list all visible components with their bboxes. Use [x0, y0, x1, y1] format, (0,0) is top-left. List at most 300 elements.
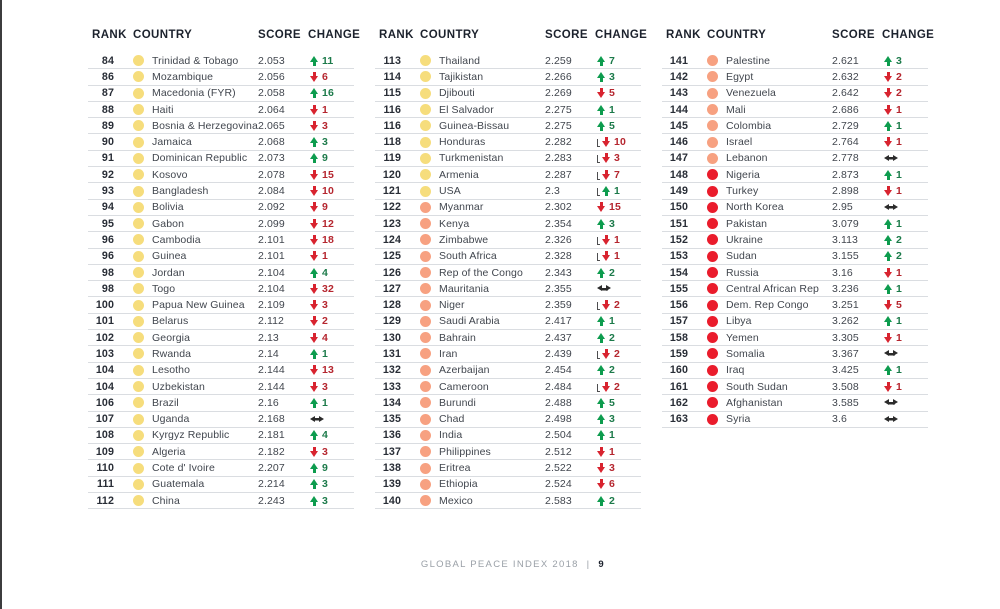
- rank-cell: 106: [95, 396, 114, 409]
- rank-cell: 137: [382, 445, 401, 458]
- rank-cell: 152: [669, 233, 688, 246]
- score-cell: 2.898: [832, 185, 859, 198]
- red-status-dot-icon: [707, 332, 718, 343]
- table-row: [662, 249, 928, 265]
- change-value: 1: [609, 103, 615, 116]
- change-cell: [308, 283, 354, 295]
- change-value: 6: [609, 478, 615, 491]
- score-cell: 3.305: [832, 331, 859, 344]
- table-row: [88, 265, 354, 281]
- rank-down-arrow-icon: [310, 186, 319, 196]
- country-label: Honduras: [439, 136, 486, 149]
- change-cell: [308, 397, 354, 409]
- change-value: 7: [609, 54, 615, 67]
- change-cell: [595, 185, 641, 197]
- rank-cell: 146: [669, 136, 688, 149]
- score-cell: 2.95: [832, 201, 853, 214]
- change-cell: [595, 397, 641, 409]
- table-row: [375, 69, 641, 85]
- orange-status-dot-icon: [420, 479, 431, 490]
- change-value: 1: [609, 315, 615, 328]
- table-row: [375, 281, 641, 297]
- red-status-dot-icon: [707, 283, 718, 294]
- country-label: Kosovo: [152, 168, 188, 181]
- country-label: Rwanda: [152, 347, 192, 360]
- country-label: Dem. Rep Congo: [726, 299, 809, 312]
- change-value: 2: [896, 233, 902, 246]
- change-value: 1: [609, 445, 615, 458]
- score-cell: 2.283: [545, 152, 572, 165]
- rank-cell: 160: [669, 364, 688, 377]
- score-cell: 2.522: [545, 462, 572, 475]
- change-cell: [595, 120, 641, 132]
- table-row: [375, 460, 641, 476]
- rank-up-arrow-icon: [884, 235, 893, 245]
- table-row: [662, 134, 928, 150]
- score-cell: 2.112: [258, 315, 284, 328]
- rank-down-arrow-icon: [310, 447, 319, 457]
- no-change-arrow-icon: [884, 349, 898, 358]
- score-cell: 3.508: [832, 380, 859, 393]
- score-cell: 2.058: [258, 87, 285, 100]
- table-row: [88, 102, 354, 118]
- country-label: Pakistan: [726, 217, 768, 230]
- table-row: [88, 379, 354, 395]
- yellow-status-dot-icon: [133, 71, 144, 82]
- rank-up-arrow-icon: [597, 72, 606, 82]
- col-header-rank: RANK: [666, 29, 701, 41]
- change-value: 1: [614, 185, 620, 198]
- country-label: Rep of the Congo: [439, 266, 523, 279]
- red-status-dot-icon: [707, 300, 718, 311]
- rank-up-arrow-icon: [310, 56, 319, 66]
- change-cell: [308, 201, 354, 213]
- rank-cell: 96: [101, 250, 114, 263]
- change-value: 15: [322, 168, 334, 181]
- rank-up-arrow-icon: [884, 121, 893, 131]
- yellow-status-dot-icon: [133, 88, 144, 99]
- orange-status-dot-icon: [420, 283, 431, 294]
- orange-status-dot-icon: [707, 137, 718, 148]
- change-cell: [308, 446, 354, 458]
- change-cell: [308, 429, 354, 441]
- red-status-dot-icon: [707, 202, 718, 213]
- table-row: [662, 297, 928, 313]
- rank-cell: 94: [101, 201, 114, 214]
- rank-cell: 155: [669, 282, 688, 295]
- rank-down-arrow-icon: [597, 479, 606, 489]
- rank-cell: 150: [669, 201, 688, 214]
- country-label: Afghanistan: [726, 396, 783, 409]
- rank-cell: 126: [382, 266, 401, 279]
- country-label: Saudi Arabia: [439, 315, 500, 328]
- country-label: Guatemala: [152, 478, 205, 491]
- rank-cell: 123: [382, 217, 401, 230]
- change-value: 1: [896, 185, 902, 198]
- change-cell: [882, 364, 928, 376]
- country-label: Central African Rep: [726, 282, 819, 295]
- col-header-change: CHANGE: [308, 29, 361, 41]
- score-cell: 2.621: [832, 54, 859, 67]
- score-cell: 2.16: [258, 396, 279, 409]
- change-cell: [308, 87, 354, 99]
- rank-up-arrow-icon: [310, 88, 319, 98]
- country-label: Cote d' Ivoire: [152, 462, 215, 475]
- table-row: [375, 53, 641, 69]
- score-cell: 2.168: [258, 413, 285, 426]
- red-status-dot-icon: [707, 414, 718, 425]
- rank-up-arrow-icon: [310, 496, 319, 506]
- change-cell: [882, 332, 928, 344]
- rank-down-arrow-icon: [597, 88, 606, 98]
- score-cell: 2.13: [258, 331, 279, 344]
- score-cell: 2.109: [258, 299, 285, 312]
- orange-status-dot-icon: [707, 55, 718, 66]
- rank-cell: 151: [669, 217, 688, 230]
- rank-shift-tick-icon: [597, 253, 600, 261]
- orange-status-dot-icon: [420, 446, 431, 457]
- score-cell: 2.686: [832, 103, 859, 116]
- change-value: 3: [322, 494, 328, 507]
- orange-status-dot-icon: [707, 153, 718, 164]
- country-label: Papua New Guinea: [152, 299, 245, 312]
- change-cell: [882, 315, 928, 327]
- change-cell: [308, 267, 354, 279]
- rank-down-arrow-icon: [310, 105, 319, 115]
- country-label: Syria: [726, 413, 751, 426]
- table-row: [88, 330, 354, 346]
- country-label: Jordan: [152, 266, 185, 279]
- table-row: [662, 265, 928, 281]
- rank-up-arrow-icon: [310, 349, 319, 359]
- orange-status-dot-icon: [707, 88, 718, 99]
- rank-down-arrow-icon: [310, 284, 319, 294]
- rank-cell: 154: [669, 266, 688, 279]
- table-row: [375, 249, 641, 265]
- change-value: 3: [322, 478, 328, 491]
- change-value: 2: [896, 70, 902, 83]
- country-label: Somalia: [726, 347, 765, 360]
- rank-down-arrow-icon: [310, 251, 319, 261]
- yellow-status-dot-icon: [420, 88, 431, 99]
- country-label: Nigeria: [726, 168, 760, 181]
- no-change-arrow-icon: [884, 398, 898, 407]
- score-cell: 3.262: [832, 315, 859, 328]
- country-label: Myanmar: [439, 201, 484, 214]
- change-cell: [882, 55, 928, 67]
- score-cell: 2.873: [832, 168, 859, 181]
- score-cell: 2.355: [545, 282, 572, 295]
- country-label: Philippines: [439, 445, 491, 458]
- rank-down-arrow-icon: [310, 300, 319, 310]
- rank-cell: 96: [101, 233, 114, 246]
- rank-down-arrow-icon: [602, 349, 611, 359]
- country-label: Turkey: [726, 185, 759, 198]
- rank-up-arrow-icon: [597, 430, 606, 440]
- table-row: [88, 86, 354, 102]
- change-value: 1: [896, 168, 902, 181]
- change-cell: [595, 152, 641, 164]
- yellow-status-dot-icon: [133, 55, 144, 66]
- score-cell: 2.073: [258, 152, 285, 165]
- change-cell: [595, 332, 641, 344]
- orange-status-dot-icon: [420, 267, 431, 278]
- rank-up-arrow-icon: [597, 268, 606, 278]
- change-value: 3: [609, 462, 615, 475]
- red-status-dot-icon: [707, 251, 718, 262]
- change-cell: [595, 136, 641, 148]
- col-header-score: SCORE: [545, 29, 588, 41]
- rank-cell: 107: [95, 413, 114, 426]
- change-cell: [882, 283, 928, 295]
- change-cell: [595, 169, 641, 181]
- country-label: Bahrain: [439, 331, 476, 344]
- rank-cell: 129: [382, 315, 401, 328]
- yellow-status-dot-icon: [133, 202, 144, 213]
- no-change-arrow-icon: [884, 203, 898, 212]
- yellow-status-dot-icon: [133, 479, 144, 490]
- table-row: [88, 428, 354, 444]
- rank-cell: 125: [382, 250, 401, 263]
- rank-table-column-2: [375, 28, 648, 509]
- change-cell: [882, 381, 928, 393]
- score-cell: 2.437: [545, 331, 572, 344]
- change-cell: [595, 201, 641, 213]
- table-row: [375, 232, 641, 248]
- change-cell: [308, 250, 354, 262]
- table-row: [375, 216, 641, 232]
- score-cell: 2.484: [545, 380, 572, 393]
- rank-shift-tick-icon: [597, 302, 600, 310]
- yellow-status-dot-icon: [133, 283, 144, 294]
- rank-cell: 143: [669, 87, 688, 100]
- rank-up-arrow-icon: [597, 496, 606, 506]
- change-value: 4: [322, 429, 328, 442]
- table-row: [662, 69, 928, 85]
- rank-down-arrow-icon: [602, 382, 611, 392]
- rank-cell: 140: [382, 494, 401, 507]
- col-header-change: CHANGE: [595, 29, 648, 41]
- yellow-status-dot-icon: [133, 316, 144, 327]
- change-value: 12: [322, 217, 334, 230]
- change-cell: [308, 234, 354, 246]
- rank-down-arrow-icon: [884, 72, 893, 82]
- orange-status-dot-icon: [420, 348, 431, 359]
- score-cell: 2.104: [258, 266, 285, 279]
- rank-cell: 89: [101, 119, 114, 132]
- rank-cell: 104: [95, 380, 114, 393]
- rank-cell: 159: [669, 347, 688, 360]
- orange-status-dot-icon: [420, 251, 431, 262]
- yellow-status-dot-icon: [133, 332, 144, 343]
- rank-cell: 148: [669, 168, 688, 181]
- change-value: 3: [322, 445, 328, 458]
- change-cell: [308, 152, 354, 164]
- red-status-dot-icon: [707, 348, 718, 359]
- score-cell: 2.287: [545, 168, 572, 181]
- rank-cell: 95: [101, 217, 114, 230]
- country-label: Niger: [439, 299, 465, 312]
- table-row: [88, 460, 354, 476]
- table-row: [88, 216, 354, 232]
- score-cell: 3.16: [832, 266, 853, 279]
- change-cell: [308, 185, 354, 197]
- table-row: [88, 118, 354, 134]
- score-cell: 2.092: [258, 201, 285, 214]
- table-row: [88, 281, 354, 297]
- score-cell: 2.099: [258, 217, 285, 230]
- rank-cell: 139: [382, 478, 401, 491]
- page-edge-line: [0, 0, 2, 609]
- table-row: [88, 151, 354, 167]
- rank-cell: 121: [382, 185, 401, 198]
- change-cell: [595, 364, 641, 376]
- country-label: Azerbaijan: [439, 364, 490, 377]
- col-header-country: COUNTRY: [420, 29, 480, 41]
- country-label: Armenia: [439, 168, 479, 181]
- table-row: [88, 134, 354, 150]
- country-label: Egypt: [726, 70, 754, 83]
- yellow-status-dot-icon: [420, 120, 431, 131]
- yellow-status-dot-icon: [133, 495, 144, 506]
- change-value: 1: [896, 119, 902, 132]
- change-value: 1: [896, 315, 902, 328]
- table-row: [375, 118, 641, 134]
- rank-down-arrow-icon: [602, 153, 611, 163]
- rank-cell: 134: [382, 396, 401, 409]
- change-value: 1: [896, 380, 902, 393]
- score-cell: 2.182: [258, 445, 285, 458]
- table-row: [88, 412, 354, 428]
- score-cell: 2.181: [258, 429, 285, 442]
- change-value: 32: [322, 282, 334, 295]
- rank-up-arrow-icon: [884, 365, 893, 375]
- rank-up-arrow-icon: [602, 186, 611, 196]
- country-label: Burundi: [439, 396, 476, 409]
- change-value: 10: [322, 185, 334, 198]
- rank-cell: 127: [382, 282, 401, 295]
- rank-cell: 158: [669, 331, 688, 344]
- orange-status-dot-icon: [420, 397, 431, 408]
- score-cell: 2.266: [545, 70, 572, 83]
- country-label: Iran: [439, 347, 458, 360]
- score-cell: 3.155: [832, 250, 859, 263]
- yellow-status-dot-icon: [420, 153, 431, 164]
- no-change-arrow-icon: [310, 415, 324, 424]
- change-cell: [595, 55, 641, 67]
- rank-cell: 109: [95, 445, 114, 458]
- change-cell: [308, 348, 354, 360]
- rank-up-arrow-icon: [597, 365, 606, 375]
- rank-down-arrow-icon: [310, 235, 319, 245]
- rank-down-arrow-icon: [597, 202, 606, 212]
- score-cell: 2.14: [258, 347, 279, 360]
- country-label: Guinea-Bissau: [439, 119, 510, 132]
- score-cell: 2.068: [258, 136, 285, 149]
- score-cell: 2.056: [258, 70, 285, 83]
- yellow-status-dot-icon: [133, 463, 144, 474]
- rank-cell: 103: [95, 347, 114, 360]
- red-status-dot-icon: [707, 186, 718, 197]
- score-cell: 2.326: [545, 233, 572, 246]
- rank-up-arrow-icon: [884, 316, 893, 326]
- table-row: [88, 444, 354, 460]
- yellow-status-dot-icon: [420, 55, 431, 66]
- rank-up-arrow-icon: [884, 251, 893, 261]
- table-row: [375, 477, 641, 493]
- footer-page-number: 9: [598, 559, 605, 570]
- country-label: Mali: [726, 103, 746, 116]
- country-label: China: [152, 494, 180, 507]
- rank-cell: 101: [95, 315, 114, 328]
- score-cell: 2.084: [258, 185, 285, 198]
- score-cell: 2.144: [258, 364, 285, 377]
- yellow-status-dot-icon: [133, 300, 144, 311]
- change-value: 1: [609, 429, 615, 442]
- rank-up-arrow-icon: [310, 153, 319, 163]
- country-label: Colombia: [726, 119, 772, 132]
- yellow-status-dot-icon: [133, 120, 144, 131]
- country-label: North Korea: [726, 201, 784, 214]
- orange-status-dot-icon: [707, 71, 718, 82]
- change-value: 3: [614, 152, 620, 165]
- rank-up-arrow-icon: [884, 219, 893, 229]
- table-row: [375, 297, 641, 313]
- rank-up-arrow-icon: [310, 479, 319, 489]
- yellow-status-dot-icon: [133, 267, 144, 278]
- rank-down-arrow-icon: [602, 300, 611, 310]
- country-label: Venezuela: [726, 87, 776, 100]
- table-row: [662, 151, 928, 167]
- change-cell: [882, 415, 928, 424]
- table-row: [375, 151, 641, 167]
- change-cell: [595, 462, 641, 474]
- change-value: 2: [609, 364, 615, 377]
- rank-down-arrow-icon: [884, 137, 893, 147]
- country-label: Djibouti: [439, 87, 475, 100]
- rank-cell: 135: [382, 413, 401, 426]
- rank-cell: 132: [382, 364, 401, 377]
- country-label: Iraq: [726, 364, 745, 377]
- table-row: [662, 200, 928, 216]
- change-cell: [308, 299, 354, 311]
- red-status-dot-icon: [707, 218, 718, 229]
- score-cell: 3.585: [832, 396, 859, 409]
- change-cell: [595, 413, 641, 425]
- change-value: 2: [609, 494, 615, 507]
- table-row: [662, 314, 928, 330]
- table-row: [662, 363, 928, 379]
- orange-status-dot-icon: [420, 495, 431, 506]
- score-cell: 3.236: [832, 282, 859, 295]
- country-label: Togo: [152, 282, 176, 295]
- country-label: El Salvador: [439, 103, 494, 116]
- rank-down-arrow-icon: [310, 121, 319, 131]
- change-value: 15: [609, 201, 621, 214]
- score-cell: 2.764: [832, 136, 859, 149]
- rank-cell: 100: [95, 299, 114, 312]
- col-header-country: COUNTRY: [707, 29, 767, 41]
- change-value: 9: [322, 201, 328, 214]
- rank-cell: 133: [382, 380, 401, 393]
- score-cell: 2.275: [545, 103, 572, 116]
- change-cell: [882, 299, 928, 311]
- table-row: [88, 297, 354, 313]
- change-cell: [882, 349, 928, 358]
- rank-up-arrow-icon: [597, 219, 606, 229]
- rank-cell: 153: [669, 250, 688, 263]
- change-cell: [308, 495, 354, 507]
